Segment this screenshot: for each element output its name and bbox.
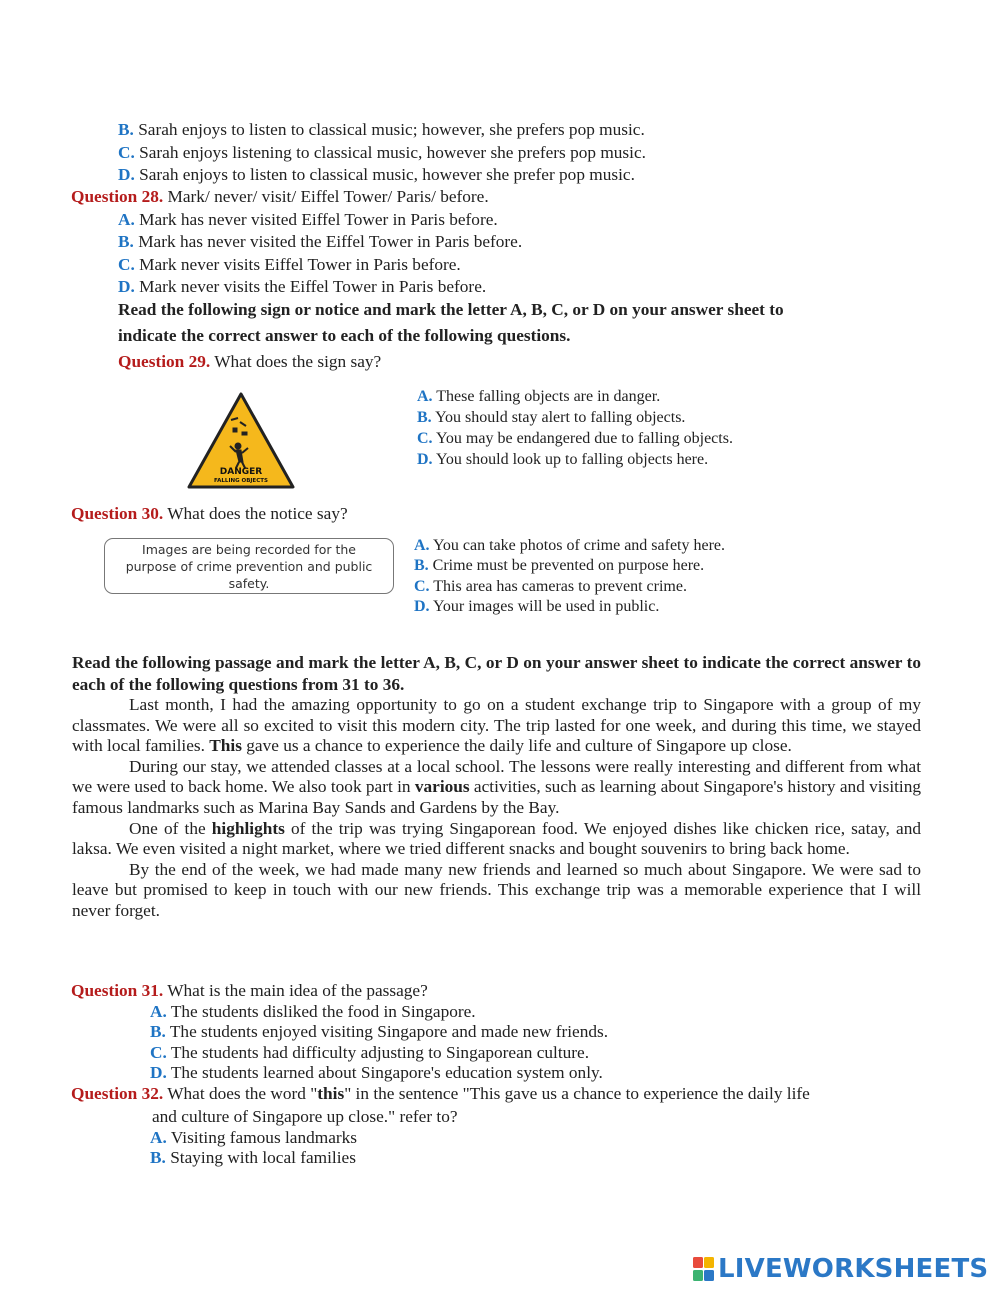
q29-option-c[interactable]: C. You may be endangered due to falling objects.	[417, 430, 733, 447]
q30-option-d[interactable]: D. Your images will be used in public.	[414, 598, 660, 615]
q29-option-d[interactable]: D. You should look up to falling objects here.	[417, 451, 709, 468]
sign-instruction-line-1: Read the following sign or notice and mark the letter A, B, C, or D on your answer sheet to	[118, 300, 784, 319]
notice-text: Images are being recorded for the purpose of crime prevention and public safety.	[125, 541, 373, 591]
liveworksheets-logo-mark-icon	[693, 1256, 715, 1282]
sign-title: DANGER	[219, 467, 263, 477]
passage-paragraph-2: During our stay, we attended classes at a local school. The lessons were really interesting and different from what we were used to back home. We also took part in various activities, such as learning about Singapore's history and visiting famous landmarks such as Marina Bay Sands and Gardens by the Bay.	[72, 756, 922, 817]
q29-option-a[interactable]: A. These falling objects are in danger.	[417, 388, 661, 405]
q28-option-b[interactable]: B. Mark has never visited the Eiffel Tower in Paris before.	[118, 232, 523, 251]
q30-option-a[interactable]: A. You can take photos of crime and safety here.	[414, 537, 726, 554]
q32-option-b[interactable]: B. Staying with local families	[150, 1148, 356, 1167]
sign-instruction-line-2: indicate the correct answer to each of the following questions.	[118, 326, 571, 345]
q28-option-d[interactable]: D. Mark never visits the Eiffel Tower in Paris before.	[118, 277, 487, 296]
q28-option-c[interactable]: C. Mark never visits Eiffel Tower in Paris before.	[118, 255, 461, 274]
q32-prompt-line-2: and culture of Singapore up close." refer to?	[152, 1107, 458, 1126]
q31-option-a[interactable]: A. The students disliked the food in Singapore.	[150, 1002, 476, 1021]
q32-heading: Question 32. What does the word "this" in the sentence "This gave us a chance to experience the daily life	[71, 1084, 810, 1103]
q30-option-b[interactable]: B. Crime must be prevented on purpose here.	[414, 557, 705, 574]
q29-heading: Question 29. What does the sign say?	[118, 352, 382, 371]
q27-option-b[interactable]: B. Sarah enjoys to listen to classical music; however, she prefers pop music.	[118, 120, 645, 139]
sign-subtitle: FALLING OBJECTS	[214, 478, 268, 484]
danger-sign-image	[186, 390, 296, 490]
q30-option-c[interactable]: C. This area has cameras to prevent crime.	[414, 578, 687, 595]
q28-option-a[interactable]: A. Mark has never visited Eiffel Tower in Paris before.	[118, 210, 498, 229]
q32-option-a[interactable]: A. Visiting famous landmarks	[150, 1128, 357, 1147]
passage-paragraph-1: Last month, I had the amazing opportunity to go on a student exchange trip to Singapore with a group of my classmates. We were all so excited to visit this modern city. The trip lasted for one week, and during this time, we stayed with local families. This gave us a chance to experience the daily life and culture of Singapore up close.	[72, 695, 921, 756]
q31-option-d[interactable]: D. The students learned about Singapore's education system only.	[150, 1063, 603, 1082]
cctv-notice-box	[104, 538, 394, 594]
q31-option-b[interactable]: B. The students enjoyed visiting Singapore and made new friends.	[150, 1022, 609, 1041]
q30-heading: Question 30. What does the notice say?	[71, 504, 348, 523]
passage-instruction: Read the following passage and mark the letter A, B, C, or D on your answer sheet to indicate the correct answer to each of the following questions from 31 to 36.	[72, 653, 921, 694]
reading-passage	[72, 695, 921, 922]
q28-heading: Question 28. Mark/ never/ visit/ Eiffel Tower/ Paris/ before.	[71, 187, 489, 206]
q27-option-d[interactable]: D. Sarah enjoys to listen to classical music, however she prefer pop music.	[118, 165, 635, 184]
passage-paragraph-4: By the end of the week, we had made many new friends and learned so much about Singapore. We were sad to leave but promised to keep in touch with our new friends. This exchange trip was a memorable experience that I will never forget.	[72, 859, 921, 920]
liveworksheets-logo[interactable]	[693, 1254, 988, 1284]
q31-heading: Question 31. What is the main idea of the passage?	[71, 981, 428, 1000]
liveworksheets-logo-text: LIVEWORKSHEETS	[718, 1254, 989, 1284]
passage-paragraph-3: One of the highlights of the trip was trying Singaporean food. We enjoyed dishes like chicken rice, satay, and laksa. We even visited a night market, where we tried different snacks and bought souvenirs to bring back home.	[72, 818, 921, 859]
q31-option-c[interactable]: C. The students had difficulty adjusting to Singaporean culture.	[150, 1043, 590, 1062]
q29-option-b[interactable]: B. You should stay alert to falling objects.	[417, 409, 686, 426]
q27-option-c[interactable]: C. Sarah enjoys listening to classical music, however she prefers pop music.	[118, 143, 646, 162]
